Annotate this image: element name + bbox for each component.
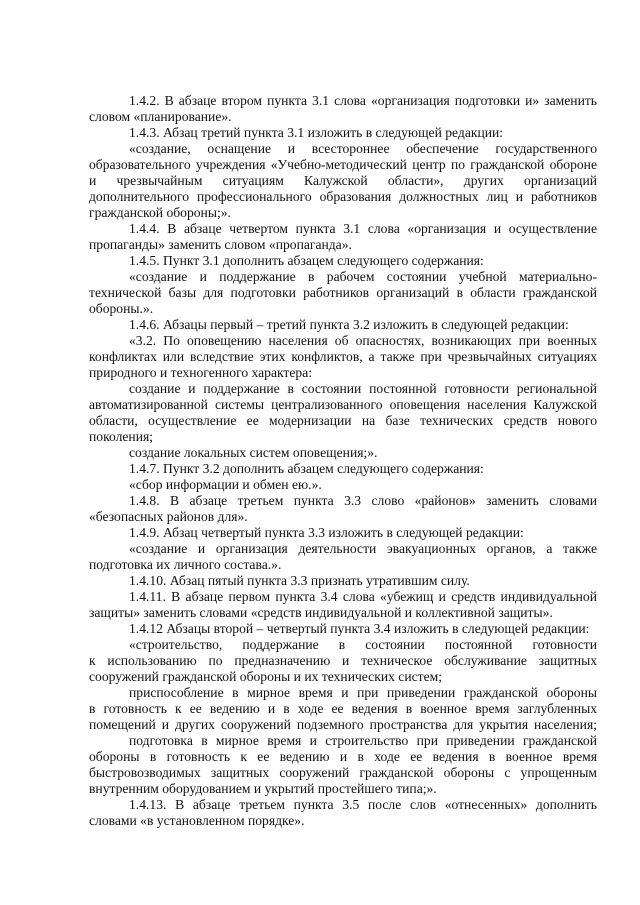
text-line: области, осуществление ее модернизации на базе технических средств нового	[89, 413, 597, 428]
text-line: 1.4.5. Пункт 3.1 дополнить абзацем следующего содержания:	[129, 253, 484, 268]
text-line: словом «планирование».	[89, 109, 232, 124]
text-line: к использованию по предназначению и техническое обслуживание защитных	[89, 653, 597, 668]
text-line: «безопасных районов для».	[89, 509, 248, 524]
text-line: поколения;	[89, 429, 153, 444]
text-line: словами «в установленном порядке».	[89, 813, 305, 828]
text-line: автоматизированной системы централизованного оповещения населения Калужской	[89, 397, 597, 412]
text-line: 1.4.11. В абзаце первом пункта 3.4 слова «убежищ и средств индивидуальной	[129, 589, 597, 604]
text-line: сооружений гражданской обороны и их технических систем;	[89, 669, 442, 684]
text-line: 1.4.7. Пункт 3.2 дополнить абзацем следующего содержания:	[129, 461, 484, 476]
text-line: внутренним оборудованием и укрытий простейшего типа;».	[89, 781, 437, 796]
text-line: «строительство, поддержание в состоянии постоянной готовности	[129, 637, 597, 652]
text-line: и чрезвычайным ситуациям Калужской области», других организаций	[89, 173, 597, 188]
document-page	[89, 93, 597, 829]
text-line: 1.4.4. В абзаце четвертом пункта 3.1 слова «организация и осуществление	[129, 221, 597, 236]
text-line: 1.4.13. В абзаце третьем пункта 3.5 после слов «отнесенных» дополнить	[129, 797, 597, 812]
text-line: 1.4.10. Абзац пятый пункта 3.3 признать утратившим силу.	[129, 573, 470, 588]
text-line: создание и поддержание в состоянии постоянной готовности региональной	[129, 381, 597, 396]
text-line: 1.4.12 Абзацы второй – четвертый пункта 3.4 изложить в следующей редакции:	[129, 621, 590, 636]
text-line: быстровозводимых защитных сооружений гражданской обороны с упрощенным	[89, 765, 597, 780]
text-line: обороны в готовность к ее ведению и в ходе ее ведения в военное время	[89, 749, 597, 764]
text-line: образовательного учреждения «Учебно-методический центр по гражданской обороне	[89, 157, 597, 172]
text-line: «создание и поддержание в рабочем состоянии учебной материально-	[129, 269, 597, 284]
text-line: гражданской обороны;».	[89, 205, 231, 220]
text-line: 1.4.3. Абзац третий пункта 3.1 изложить в следующей редакции:	[129, 125, 504, 140]
text-line: конфликтах или вследствие этих конфликтов, а также при чрезвычайных ситуациях	[89, 349, 597, 364]
text-line: 1.4.9. Абзац четвертый пункта 3.3 изложить в следующей редакции:	[129, 525, 524, 540]
text-line: «3.2. По оповещению населения об опасностях, возникающих при военных	[129, 333, 597, 348]
text-line: подготовка их личного состава.».	[89, 557, 282, 572]
text-line: 1.4.6. Абзацы первый – третий пункта 3.2 изложить в следующей редакции:	[129, 317, 569, 332]
text-line: дополнительного профессионального образования должностных лиц и работников	[89, 189, 597, 204]
text-line: 1.4.8. В абзаце третьем пункта 3.3 слово «районов» заменить словами	[129, 493, 597, 508]
text-line: «создание и организация деятельности эвакуационных органов, а также	[129, 541, 597, 556]
text-line: создание локальных систем оповещения;».	[129, 445, 378, 460]
text-line: обороны.».	[89, 301, 154, 316]
text-line: помещений и других сооружений подземного пространства для укрытия населения;	[89, 717, 597, 732]
text-line: «сбор информации и обмен ею.».	[129, 477, 322, 492]
text-line: 1.4.2. В абзаце втором пункта 3.1 слова «организация подготовки и» заменить	[129, 93, 597, 108]
text-line: пропаганды» заменить словом «пропаганда».	[89, 237, 352, 252]
text-line: в готовность к ее ведению и в ходе ее ведения в военное время заглубленных	[89, 701, 597, 716]
text-line: природного и техногенного характера:	[89, 365, 313, 380]
text-line: приспособление в мирное время и при приведении гражданской обороны	[129, 685, 597, 700]
text-line: подготовка в мирное время и строительство при приведении гражданской	[129, 733, 597, 748]
text-line: «создание, оснащение и всестороннее обеспечение государственного	[129, 141, 597, 156]
text-line: технической базы для подготовки работников организаций в области гражданской	[89, 285, 597, 300]
text-line: защиты» заменить словами «средств индивидуальной и коллективной защиты».	[89, 605, 553, 620]
